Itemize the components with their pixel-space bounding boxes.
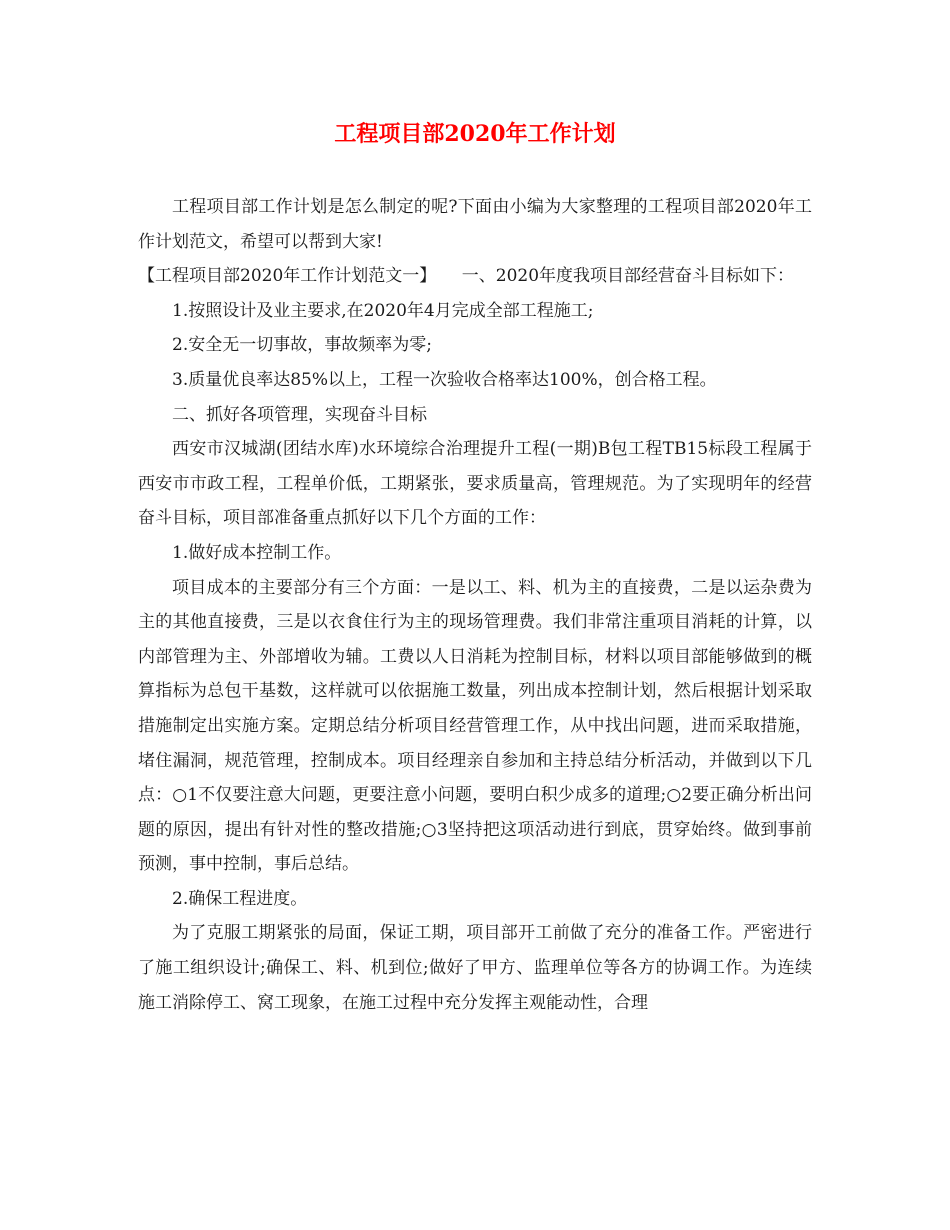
paragraph-schedule: 为了克服工期紧张的局面，保证工期，项目部开工前做了充分的准备工作。严密进行了施工组织设计;确保工、料、机到位;做好了甲方、监理单位等各方的协调工作。为连续施工消除停工、窝工现象，在施工过程中充分发挥主观能动性，合理 <box>138 923 812 1013</box>
page-title: 工程项目部2020年工作计划 <box>334 121 616 147</box>
paragraph-sample-heading: 【工程项目部2020年工作计划范文一】 一、2020年度我项目部经营奋斗目标如下： <box>138 266 795 287</box>
list-item-goal-1: 1.按照设计及业主要求,在2020年4月完成全部工程施工; <box>172 300 594 321</box>
section-heading-management: 二、抓好各项管理，实现奋斗目标 <box>172 404 427 425</box>
subheading-schedule: 2.确保工程进度。 <box>172 888 308 909</box>
subheading-cost-control: 1.做好成本控制工作。 <box>172 542 342 563</box>
list-item-goal-3: 3.质量优良率达85%以上，工程一次验收合格率达100%，创合格工程。 <box>172 369 717 390</box>
document-body <box>138 190 812 1020</box>
list-item-goal-2: 2.安全无一切事故，事故频率为零; <box>172 335 432 356</box>
paragraph-project-overview: 西安市汉城湖(团结水库)水环境综合治理提升工程(一期)B包工程TB15标段工程属于西安市市政工程，工程单价低，工期紧张，要求质量高，管理规范。为了实现明年的经营奋斗目标，项目部准备重点抓好以下几个方面的工作： <box>138 439 812 529</box>
paragraph-cost-control: 项目成本的主要部分有三个方面：一是以工、料、机为主的直接费，二是以运杂费为主的其他直接费，三是以衣食住行为主的现场管理费。我们非常注重项目消耗的计算，以内部管理为主、外部增收为辅。工费以人日消耗为控制目标，材料以项目部能够做到的概算指标为总包干基数，这样就可以依据施工数量，列出成本控制计划，然后根据计划采取措施制定出实施方案。定期总结分析项目经营管理工作，从中找出问题，进而采取措施，堵住漏洞，规范管理，控制成本。项目经理亲自参加和主持总结分析活动，并做到以下几点：○1不仅要注意大问题，更要注意小问题，要明白积少成多的道理;○2要正确分析出问题的原因，提出有针对性的整改措施;○3坚持把这项活动进行到底，贯穿始终。做到事前预测，事中控制，事后总结。 <box>138 577 812 875</box>
paragraph-intro: 工程项目部工作计划是怎么制定的呢?下面由小编为大家整理的工程项目部2020年工作计划范文，希望可以帮到大家! <box>138 197 812 252</box>
